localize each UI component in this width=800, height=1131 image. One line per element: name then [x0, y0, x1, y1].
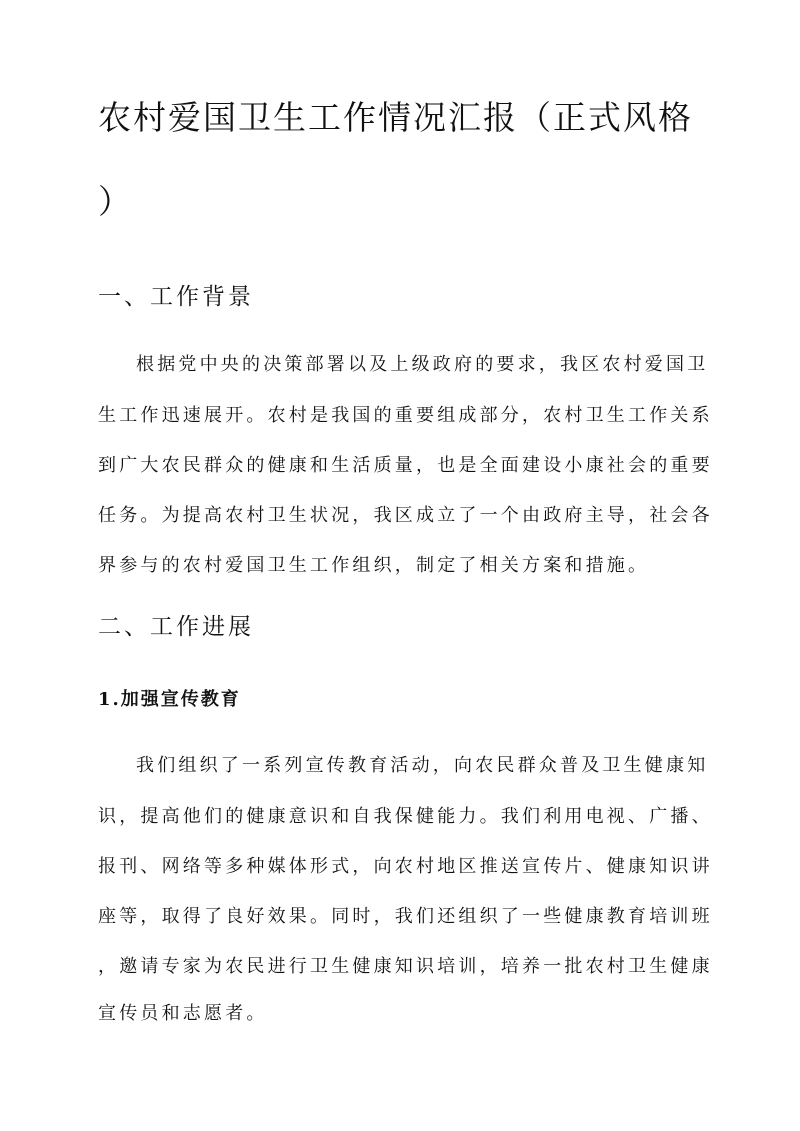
paragraph-line: 根据党中央的决策部署以及上级政府的要求，我区农村爱国卫: [136, 354, 709, 375]
section-heading-background: 一、工作背景: [98, 284, 254, 310]
paragraph-line: 界参与的农村爱国卫生工作组织，制定了相关方案和措施。: [98, 555, 650, 576]
paragraph-line: 识，提高他们的健康意识和自我保健能力。我们利用电视、广播、: [98, 806, 713, 827]
paragraph-line: 宣传员和志愿者。: [98, 1003, 268, 1024]
paragraph-line: 到广大农民群众的健康和生活质量，也是全面建设小康社会的重要: [98, 455, 713, 476]
subsection-heading-publicity: 1.加强宣传教育: [98, 689, 241, 710]
paragraph-line: 生工作迅速展开。农村是我国的重要组成部分，农村卫生工作关系: [98, 405, 713, 426]
section-heading-progress: 二、工作进展: [98, 614, 254, 640]
paragraph-line: 任务。为提高农村卫生状况，我区成立了一个由政府主导，社会各: [98, 505, 713, 526]
document-title-line-2: ）: [98, 182, 133, 221]
paragraph-line: 座等，取得了良好效果。同时，我们还组织了一些健康教育培训班: [98, 906, 713, 927]
document-title-line-1: 农村爱国卫生工作情况汇报（正式风格: [98, 98, 693, 137]
paragraph-line: 我们组织了一系列宣传教育活动，向农民群众普及卫生健康知: [136, 755, 709, 776]
paragraph-line: 报刊、网络等多种媒体形式，向农村地区推送宣传片、健康知识讲: [98, 856, 713, 877]
paragraph-line: ，邀请专家为农民进行卫生健康知识培训，培养一批农村卫生健康: [98, 956, 713, 977]
